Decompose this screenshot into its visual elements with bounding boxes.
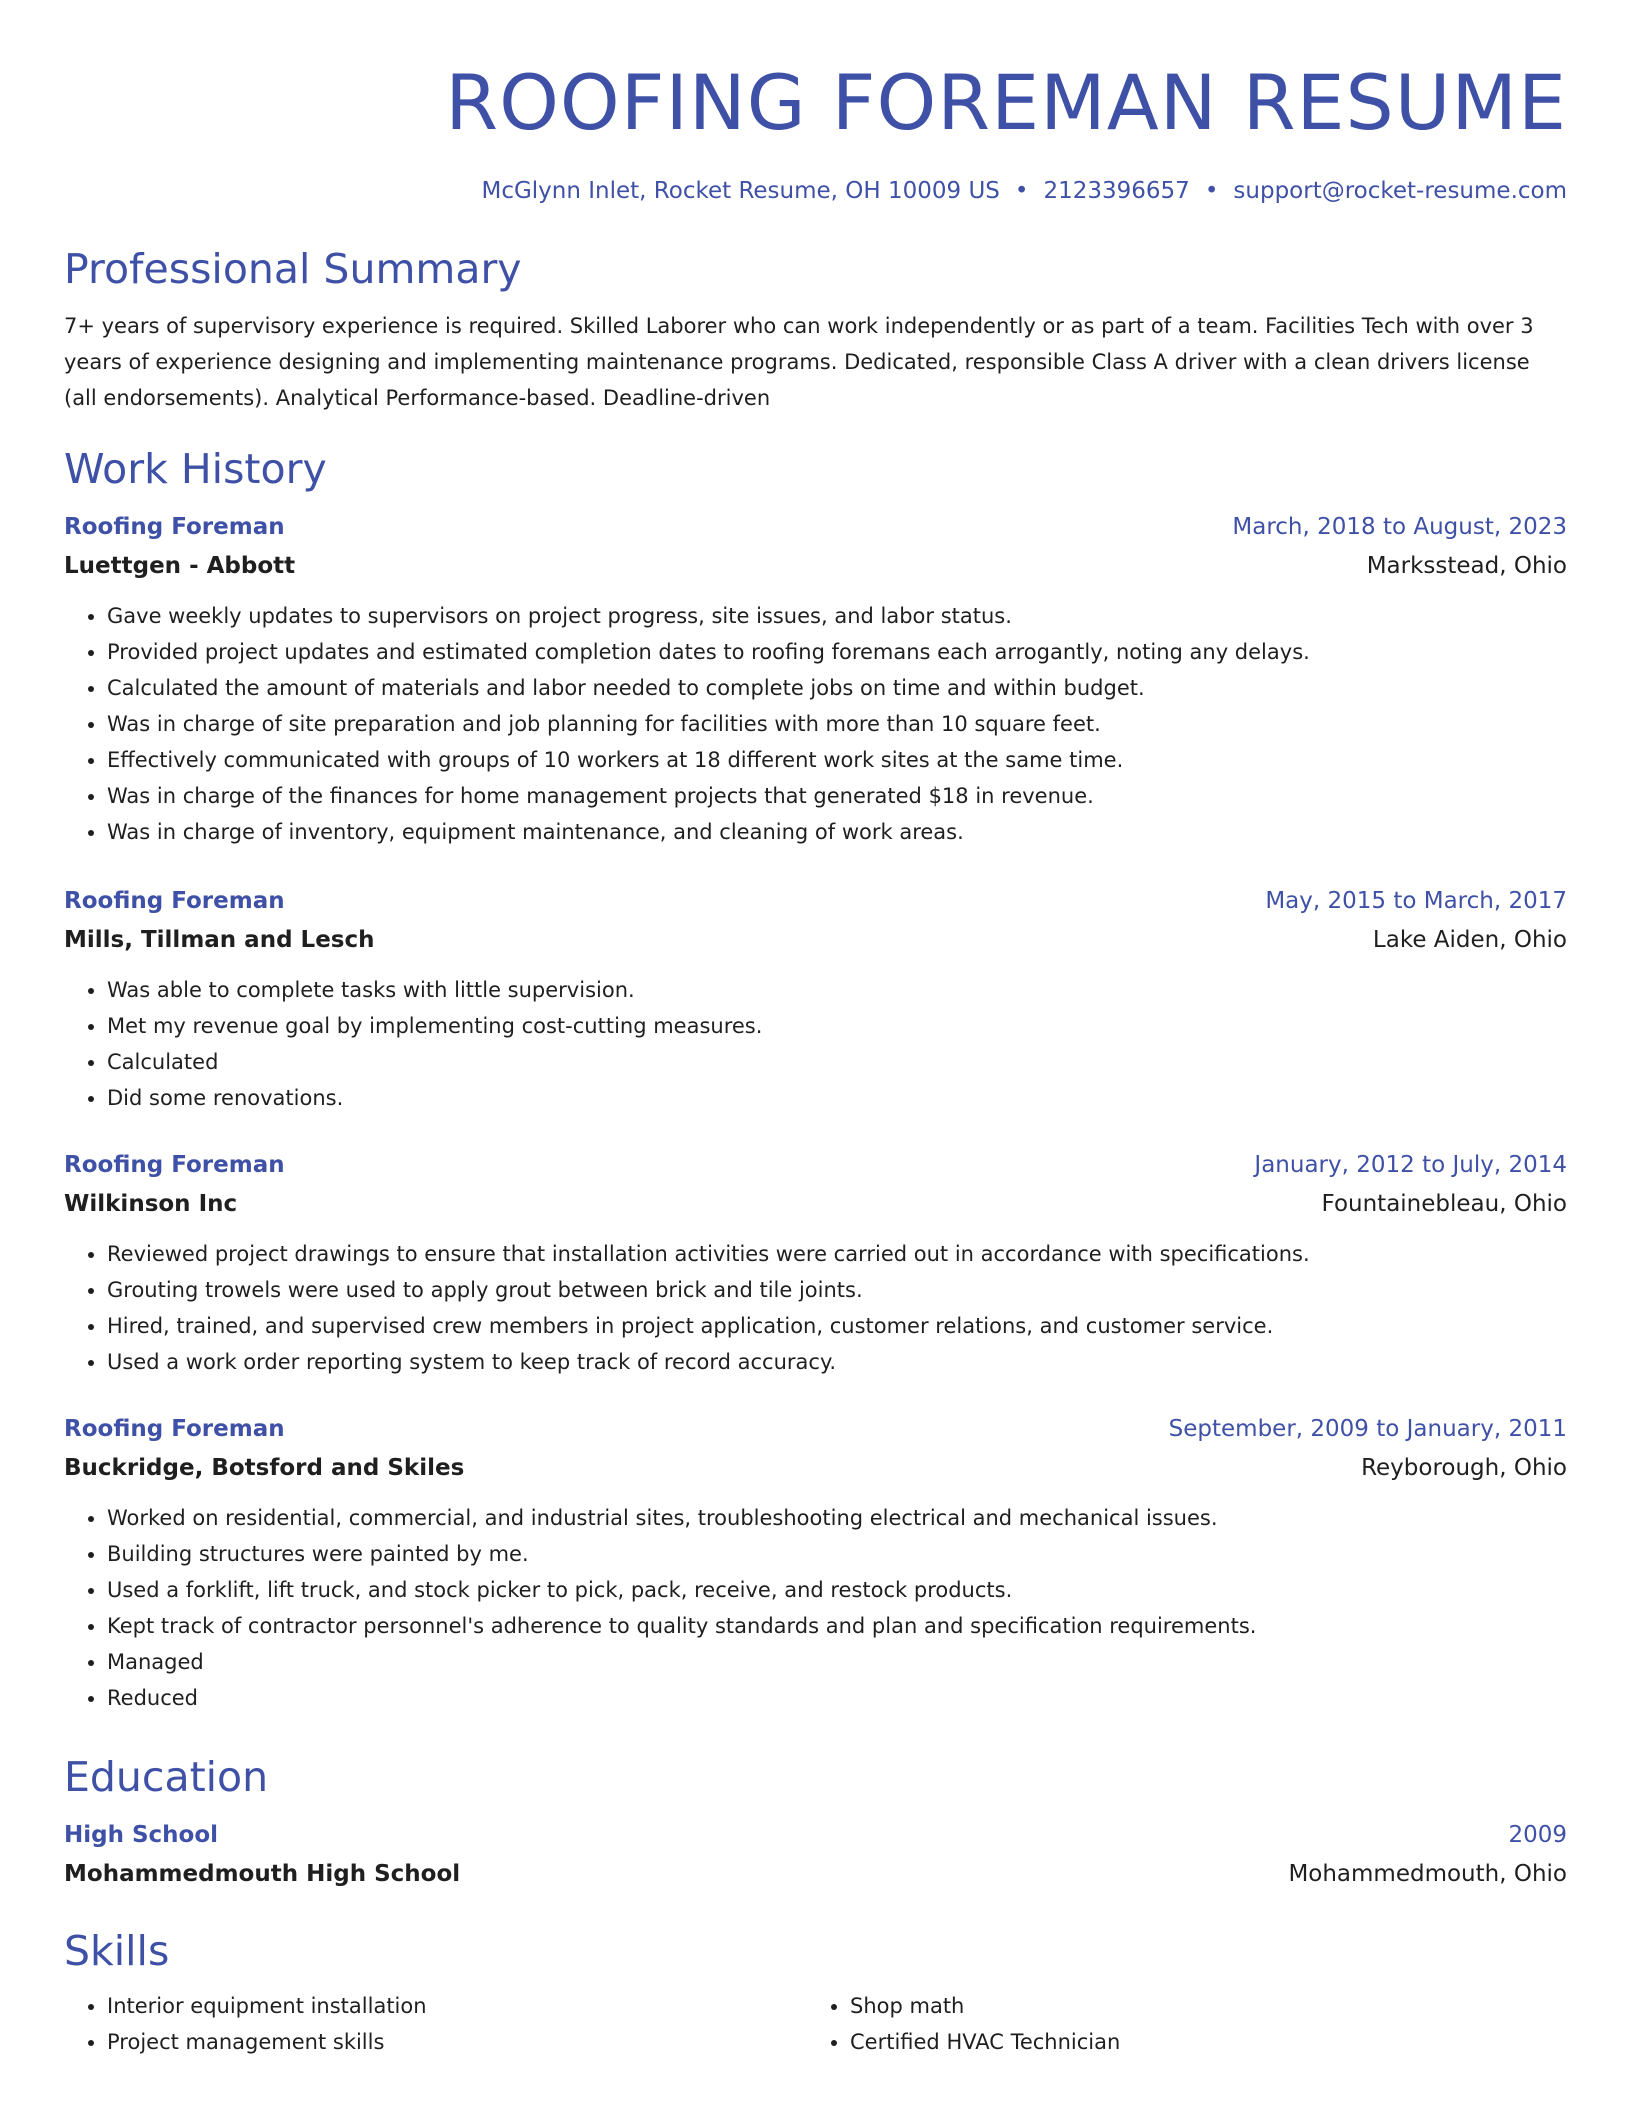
bullet-item: • Did some renovations. bbox=[107, 1080, 1567, 1116]
job-company: Mills, Tillman and Lesch bbox=[64, 927, 375, 953]
bullet-item: • Gave weekly updates to supervisors on project progress, site issues, and labor status. bbox=[107, 598, 1567, 634]
job-company: Luettgen - Abbott bbox=[64, 553, 296, 579]
separator-dot: • bbox=[1014, 178, 1029, 204]
summary-text: 7+ years of supervisory experience is required. Skilled Laborer who can work independently or as part of a team. Facilities Tech with over 3 years of experience designing and implementing maintenance programs. Dedicated, responsible Class A driver with a clean drivers license (all endorsements). Analytical Performance-based. Deadline-driven bbox=[64, 314, 1534, 410]
job-role: Roofing Foreman bbox=[64, 1152, 285, 1178]
resume-title: ROOFING FOREMAN RESUME bbox=[445, 58, 1567, 147]
job-dates: September, 2009 to January, 2011 bbox=[1168, 1416, 1567, 1442]
education-header-row bbox=[64, 1816, 1567, 1854]
bullet-item: • Managed bbox=[107, 1644, 1567, 1680]
bullet-item: • Effectively communicated with groups of 10 workers at 18 different work sites at the same time. bbox=[107, 742, 1567, 778]
job-header-row bbox=[64, 882, 1567, 920]
job-company: Wilkinson Inc bbox=[64, 1191, 238, 1217]
bullet-item: • Was able to complete tasks with little supervision. bbox=[107, 972, 1567, 1008]
job-entry bbox=[64, 1410, 1567, 1716]
job-header-row bbox=[64, 1410, 1567, 1448]
bullet-item: • Used a forklift, lift truck, and stock picker to pick, pack, receive, and restock products. bbox=[107, 1572, 1567, 1608]
skill-item: • Shop math bbox=[850, 1988, 1550, 2024]
bullet-item: • Calculated the amount of materials and labor needed to complete jobs on time and within budget. bbox=[107, 670, 1567, 706]
bullet-item: • Provided project updates and estimated completion dates to roofing foremans each arrogantly, noting any delays. bbox=[107, 634, 1567, 670]
job-entry bbox=[64, 508, 1567, 850]
education-degree: High School bbox=[64, 1822, 219, 1848]
work-history-heading: Work History bbox=[64, 445, 327, 493]
bullet-item: • Used a work order reporting system to keep track of record accuracy. bbox=[107, 1344, 1567, 1380]
job-location: Lake Aiden, Ohio bbox=[1372, 927, 1567, 953]
resume-page bbox=[64, 0, 1567, 2060]
job-location: Fountainebleau, Ohio bbox=[1321, 1191, 1567, 1217]
summary-heading: Professional Summary bbox=[64, 245, 522, 293]
resume-header bbox=[64, 0, 1567, 206]
bullet-item: • Was in charge of the finances for home management projects that generated $18 in revenue. bbox=[107, 778, 1567, 814]
job-dates: May, 2015 to March, 2017 bbox=[1265, 888, 1567, 914]
skill-item: • Interior equipment installation bbox=[107, 1988, 807, 2024]
bullet-item: • Hired, trained, and supervised crew members in project application, customer relations, and customer service. bbox=[107, 1308, 1567, 1344]
skills-list-left bbox=[64, 1988, 807, 2060]
phone-text: 2123396657 bbox=[1043, 178, 1190, 204]
bullet-item: • Kept track of contractor personnel's adherence to quality standards and plan and specification requirements. bbox=[107, 1608, 1567, 1644]
education-heading: Education bbox=[64, 1753, 269, 1801]
job-bullet-list bbox=[64, 1236, 1567, 1380]
bullet-item: • Grouting trowels were used to apply grout between brick and tile joints. bbox=[107, 1272, 1567, 1308]
skills-heading: Skills bbox=[64, 1927, 170, 1975]
job-location: Marksstead, Ohio bbox=[1366, 553, 1567, 579]
job-company-row bbox=[64, 920, 1567, 960]
job-bullet-list bbox=[64, 1500, 1567, 1716]
address-text: McGlynn Inlet, Rocket Resume, OH 10009 US bbox=[481, 178, 1000, 204]
job-entry bbox=[64, 1146, 1567, 1380]
job-role: Roofing Foreman bbox=[64, 888, 285, 914]
education-school: Mohammedmouth High School bbox=[64, 1861, 461, 1887]
bullet-item: • Met my revenue goal by implementing cost-cutting measures. bbox=[107, 1008, 1567, 1044]
bullet-item: • Worked on residential, commercial, and industrial sites, troubleshooting electrical and mechanical issues. bbox=[107, 1500, 1567, 1536]
bullet-item: • Calculated bbox=[107, 1044, 1567, 1080]
job-entry bbox=[64, 882, 1567, 1116]
skills-list-right bbox=[807, 1988, 1550, 2060]
education-location: Mohammedmouth, Ohio bbox=[1288, 1861, 1567, 1887]
job-company-row bbox=[64, 546, 1567, 586]
bullet-item: • Reduced bbox=[107, 1680, 1567, 1716]
job-dates: January, 2012 to July, 2014 bbox=[1254, 1152, 1567, 1178]
job-header-row bbox=[64, 508, 1567, 546]
skill-item: • Project management skills bbox=[107, 2024, 807, 2060]
bullet-item: • Reviewed project drawings to ensure that installation activities were carried out in accordance with specifications. bbox=[107, 1236, 1567, 1272]
job-role: Roofing Foreman bbox=[64, 1416, 285, 1442]
job-bullet-list bbox=[64, 972, 1567, 1116]
skill-item: • Certified HVAC Technician bbox=[850, 2024, 1550, 2060]
education-entry bbox=[64, 1816, 1567, 1894]
bullet-item: • Was in charge of inventory, equipment maintenance, and cleaning of work areas. bbox=[107, 814, 1567, 850]
separator-dot: • bbox=[1204, 178, 1219, 204]
job-role: Roofing Foreman bbox=[64, 514, 285, 540]
bullet-item: • Was in charge of site preparation and job planning for facilities with more than 10 square feet. bbox=[107, 706, 1567, 742]
contact-line bbox=[64, 176, 1567, 206]
email-text: support@rocket-resume.com bbox=[1233, 178, 1567, 204]
education-school-row bbox=[64, 1854, 1567, 1894]
skills-columns bbox=[64, 1988, 1567, 2060]
bullet-item: • Building structures were painted by me. bbox=[107, 1536, 1567, 1572]
job-bullet-list bbox=[64, 598, 1567, 850]
job-dates: March, 2018 to August, 2023 bbox=[1232, 514, 1567, 540]
job-company-row bbox=[64, 1448, 1567, 1488]
job-location: Reyborough, Ohio bbox=[1361, 1455, 1567, 1481]
job-header-row bbox=[64, 1146, 1567, 1184]
job-company: Buckridge, Botsford and Skiles bbox=[64, 1455, 465, 1481]
job-company-row bbox=[64, 1184, 1567, 1224]
education-year: 2009 bbox=[1508, 1822, 1567, 1848]
